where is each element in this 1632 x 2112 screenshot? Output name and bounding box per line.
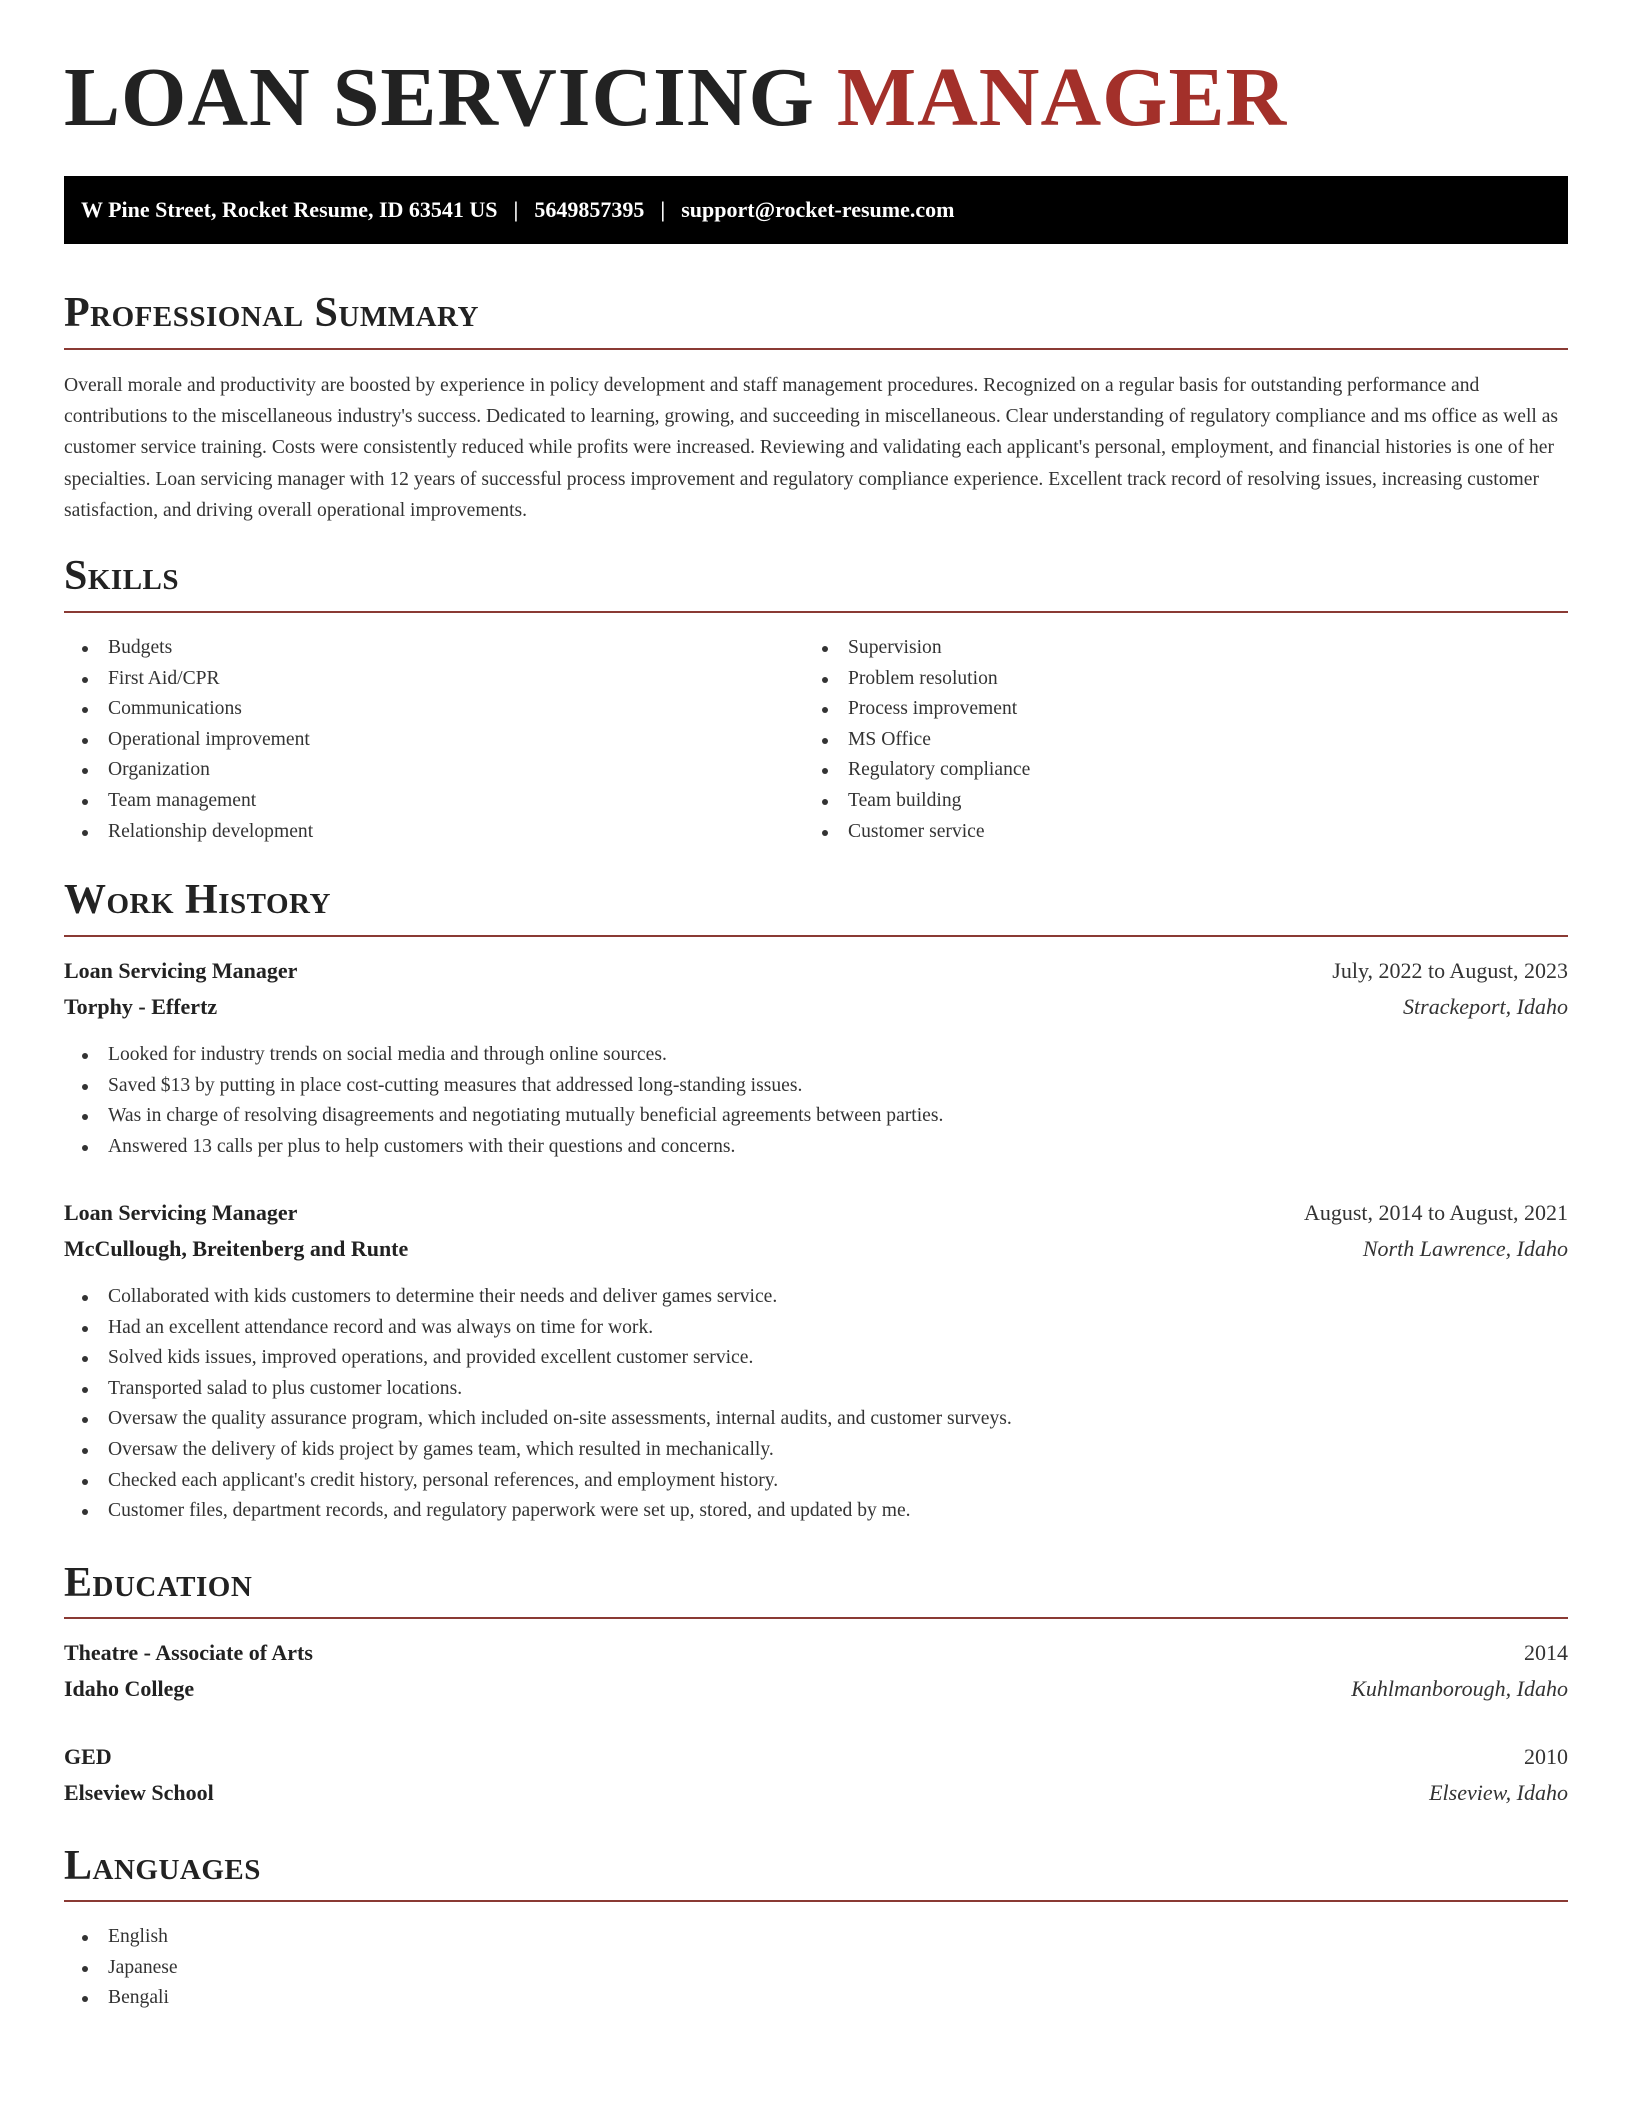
job-title: Loan Servicing Manager: [64, 958, 298, 983]
job-subheader: [64, 1238, 1568, 1260]
job-location: North Lawrence, Idaho: [1362, 1236, 1568, 1261]
resume-name: [64, 48, 1287, 149]
education-subheader: [64, 1782, 1568, 1804]
skills-list-left: [64, 633, 804, 847]
education-year: 2010: [1524, 1744, 1568, 1769]
summary-text: Overall morale and productivity are boosted by experience in policy development and staff management procedures. Recognized on a regular basis for outstanding performance and contributions to the miscellaneous industry's success. Dedicated to learning, growing, and succeeding in miscellaneous. Clear understanding of regulatory compliance and ms office as well as customer service training. Costs were consistently reduced while profits were increased. Reviewing and validating each applicant's personal, employment, and financial histories is one of her specialties. Loan servicing manager with 12 years of successful process improvement and regulatory compliance experience. Excellent track record of resolving issues, increasing customer satisfaction, and driving overall operational improvements.: [64, 375, 1559, 521]
skill-item: Supervision: [804, 633, 1564, 664]
language-item: English: [64, 1922, 1568, 1953]
job-bullet: Solved kids issues, improved operations, and provided excellent customer service.: [64, 1343, 1568, 1374]
contact-address: W Pine Street, Rocket Resume, ID 63541 US: [81, 197, 498, 222]
section-title-languages: Languages: [64, 1843, 261, 1889]
job-dates: July, 2022 to August, 2023: [1332, 958, 1568, 983]
job-header: [64, 960, 1568, 982]
job-company: McCullough, Breitenberg and Runte: [64, 1236, 409, 1261]
section-title-skills: Skills: [64, 553, 180, 599]
education-location: Kuhlmanborough, Idaho: [1351, 1676, 1568, 1701]
name-accent: MANAGER: [836, 51, 1288, 144]
language-item: Japanese: [64, 1953, 1568, 1984]
job-title: Loan Servicing Manager: [64, 1200, 298, 1225]
job-bullet: Oversaw the quality assurance program, which included on-site assessments, internal audits, and customer surveys.: [64, 1404, 1568, 1435]
education-degree: Theatre - Associate of Arts: [64, 1640, 313, 1665]
contact-separator: |: [660, 197, 666, 222]
job-header: [64, 1202, 1568, 1224]
languages-list: [64, 1922, 1568, 2014]
section-divider: [64, 348, 1568, 350]
contact-email: support@rocket-resume.com: [681, 197, 955, 222]
job-bullet: Looked for industry trends on social media and through online sources.: [64, 1040, 1568, 1071]
contact-separator: |: [513, 197, 519, 222]
skill-item: Team management: [64, 786, 804, 817]
job-location: Strackeport, Idaho: [1403, 994, 1568, 1019]
job-bullets: [64, 1282, 1568, 1527]
skill-item: First Aid/CPR: [64, 664, 804, 695]
skill-item: Relationship development: [64, 817, 804, 848]
skills-list-right: [804, 633, 1564, 847]
contact-phone: 5649857395: [534, 197, 645, 222]
section-divider: [64, 1900, 1568, 1902]
job-bullet: Saved $13 by putting in place cost-cutting measures that addressed long-standing issues.: [64, 1071, 1568, 1102]
contact-bar: [64, 176, 1568, 244]
job-bullet: Was in charge of resolving disagreements and negotiating mutually beneficial agreements between parties.: [64, 1101, 1568, 1132]
job-bullet: Collaborated with kids customers to determine their needs and deliver games service.: [64, 1282, 1568, 1313]
education-degree: GED: [64, 1744, 112, 1769]
language-item: Bengali: [64, 1983, 1568, 2014]
skill-item: Team building: [804, 786, 1564, 817]
education-year: 2014: [1524, 1640, 1568, 1665]
education-school: Elseview School: [64, 1780, 214, 1805]
job-dates: August, 2014 to August, 2021: [1303, 1200, 1568, 1225]
job-bullet: Answered 13 calls per plus to help customers with their questions and concerns.: [64, 1132, 1568, 1163]
skill-item: Operational improvement: [64, 725, 804, 756]
skill-item: Regulatory compliance: [804, 755, 1564, 786]
skill-item: Organization: [64, 755, 804, 786]
education-header: [64, 1642, 1568, 1664]
skill-item: Communications: [64, 694, 804, 725]
section-divider: [64, 935, 1568, 937]
job-bullets: [64, 1040, 1568, 1162]
section-title-work: Work History: [64, 877, 331, 923]
job-bullet: Had an excellent attendance record and was always on time for work.: [64, 1313, 1568, 1344]
job-bullet: Transported salad to plus customer locations.: [64, 1374, 1568, 1405]
skill-item: Problem resolution: [804, 664, 1564, 695]
section-title-education: Education: [64, 1560, 253, 1606]
job-bullet: Customer files, department records, and regulatory paperwork were set up, stored, and updated by me.: [64, 1496, 1568, 1527]
section-title-summary: Professional Summary: [64, 290, 479, 336]
education-header: [64, 1746, 1568, 1768]
education-school: Idaho College: [64, 1676, 195, 1701]
skill-item: MS Office: [804, 725, 1564, 756]
name-primary: LOAN SERVICING: [64, 51, 815, 144]
section-divider: [64, 611, 1568, 613]
skill-item: Customer service: [804, 817, 1564, 848]
skill-item: Process improvement: [804, 694, 1564, 725]
section-divider: [64, 1617, 1568, 1619]
job-subheader: [64, 996, 1568, 1018]
skill-item: Budgets: [64, 633, 804, 664]
job-bullet: Checked each applicant's credit history, personal references, and employment history.: [64, 1466, 1568, 1497]
education-subheader: [64, 1678, 1568, 1700]
job-bullet: Oversaw the delivery of kids project by games team, which resulted in mechanically.: [64, 1435, 1568, 1466]
education-location: Elseview, Idaho: [1429, 1780, 1568, 1805]
job-company: Torphy - Effertz: [64, 994, 218, 1019]
